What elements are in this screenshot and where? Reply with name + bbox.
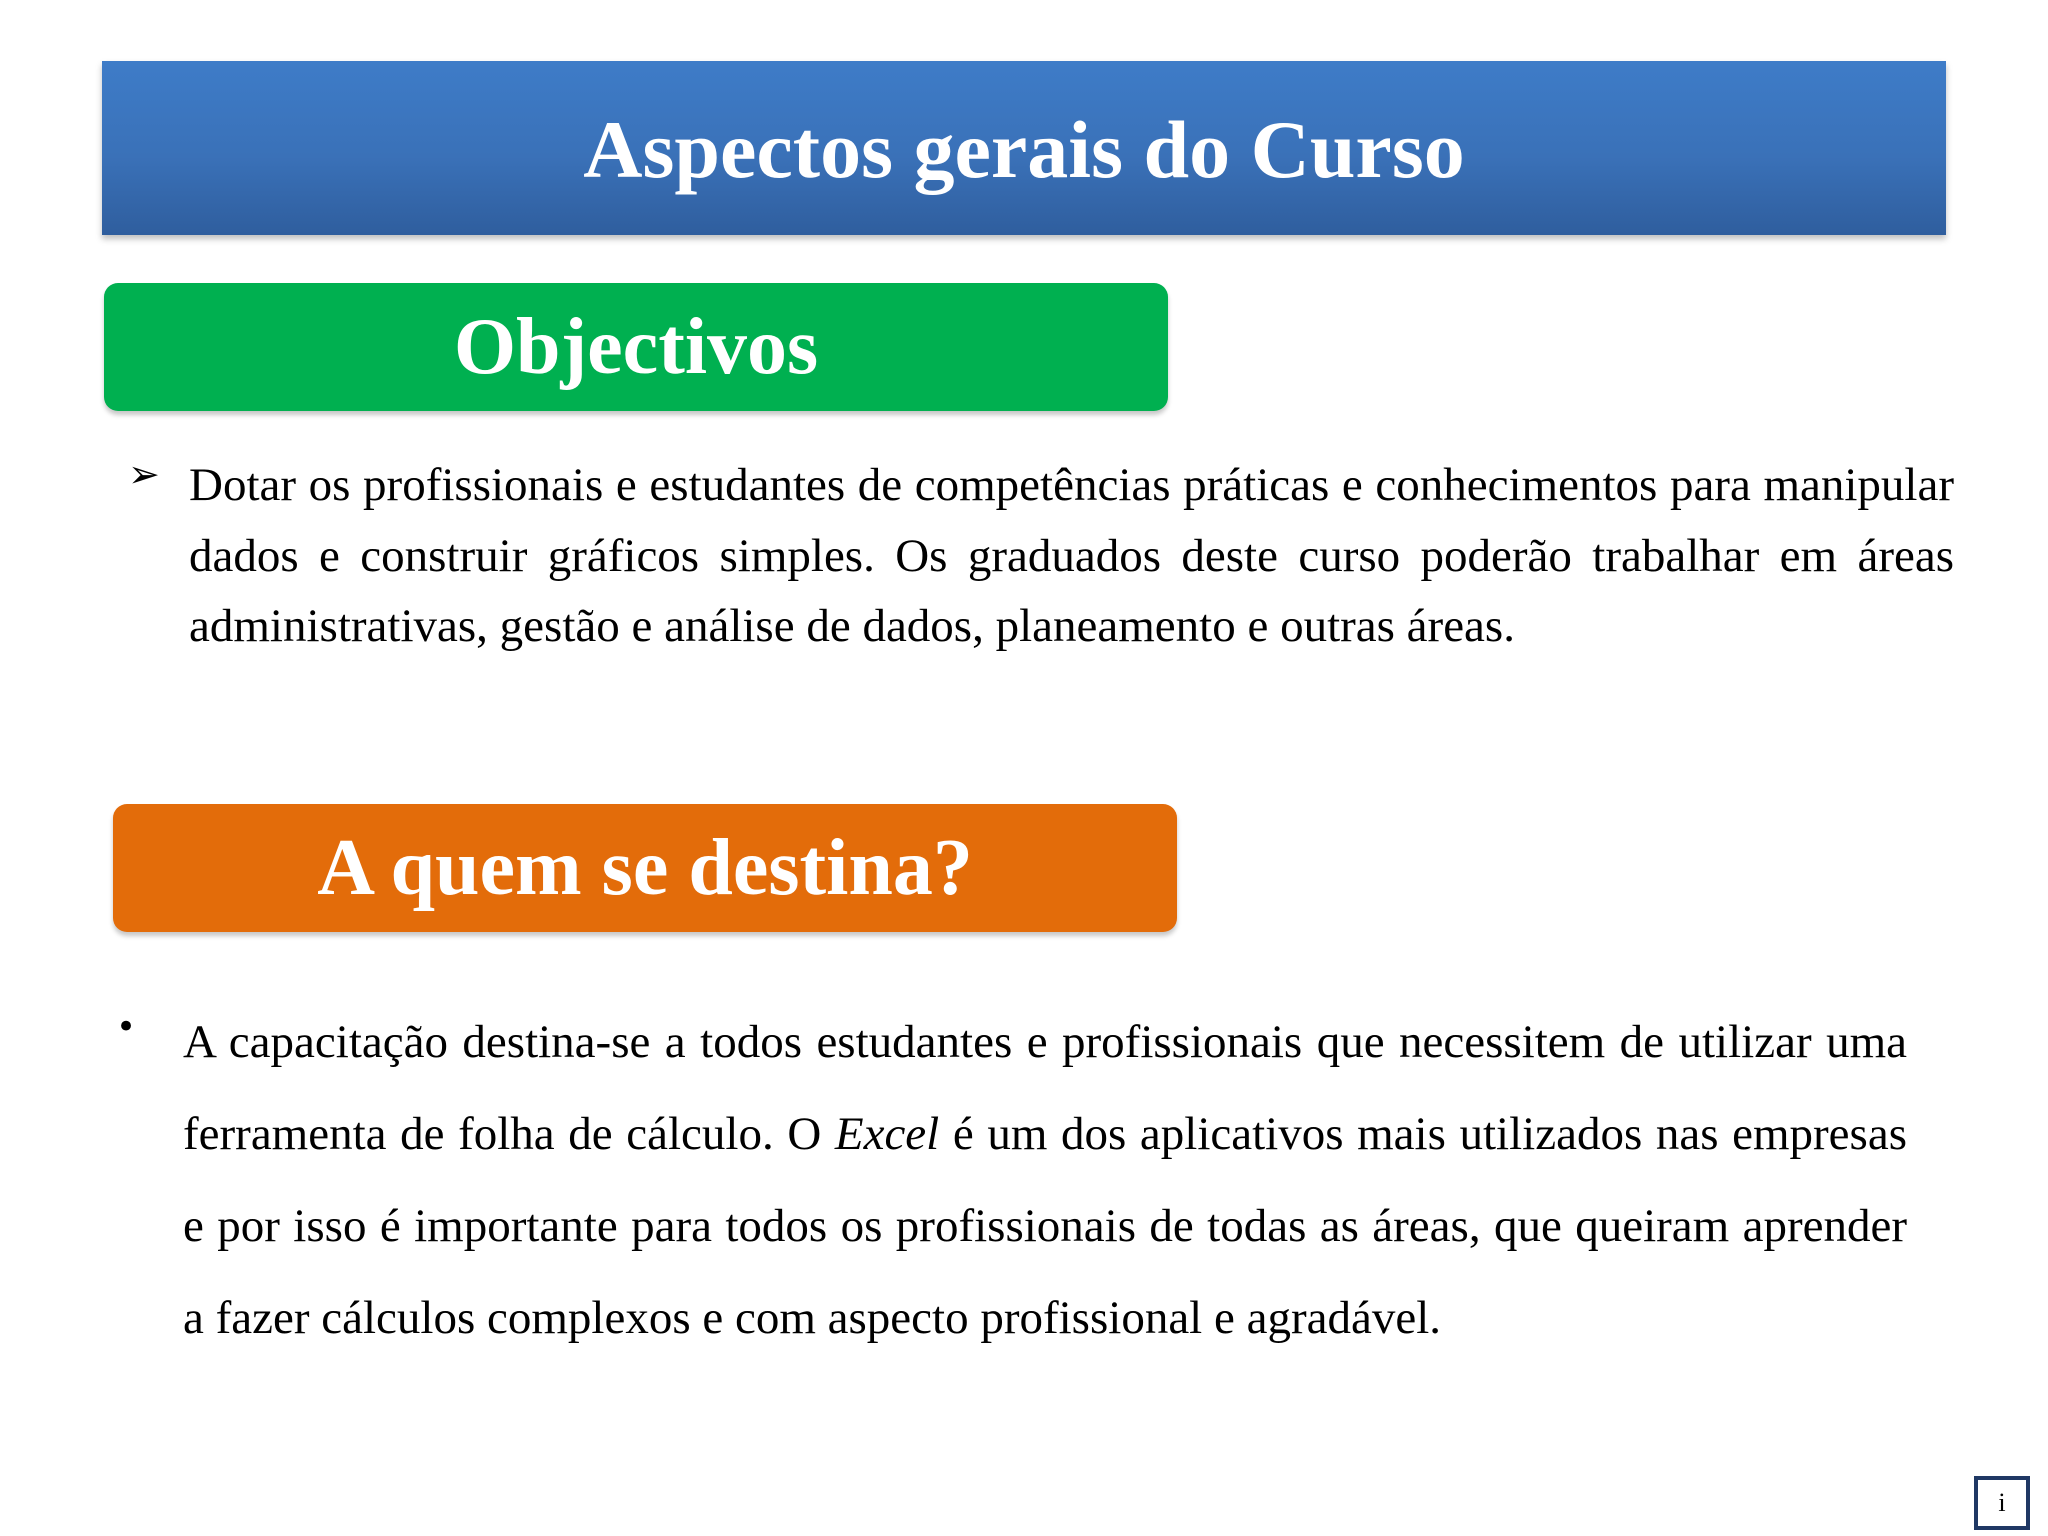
audience-text-end: é um dos aplicativos mais utilizados nas empresas e por isso é importante para todos os profissionais de todas as áreas, que queiram aprender a fazer cálculos complexos e com aspecto profissional e agradável. [183, 1108, 1907, 1344]
audience-paragraph [183, 996, 1907, 1364]
arrow-bullet-icon: ➢ [128, 452, 160, 496]
slide-title: Aspectos gerais do Curso [583, 104, 1465, 195]
audience-text-excel: Excel [834, 1108, 940, 1160]
objectives-heading-box [104, 283, 1168, 411]
page-number-box [1974, 1476, 2030, 1530]
audience-text-start: A capacitação destina-se a todos estudantes e profissionais que necessitem de utilizar uma ferramenta de folha de cálculo. O [183, 1016, 1907, 1160]
page-number: i [1998, 1488, 2006, 1517]
title-banner [102, 61, 1946, 235]
audience-heading: A quem se destina? [317, 824, 973, 912]
objectives-paragraph: Dotar os profissionais e estudantes de competências práticas e conhecimentos para manipular dados e construir gráficos simples. Os graduados deste curso poderão trabalhar em áreas administrativas, gestão e análise de dados, planeamento e outras áreas. [189, 459, 1954, 652]
objectives-heading: Objectivos [453, 303, 819, 391]
audience-heading-box [113, 804, 1177, 932]
dot-bullet-icon: • [116, 1007, 137, 1047]
